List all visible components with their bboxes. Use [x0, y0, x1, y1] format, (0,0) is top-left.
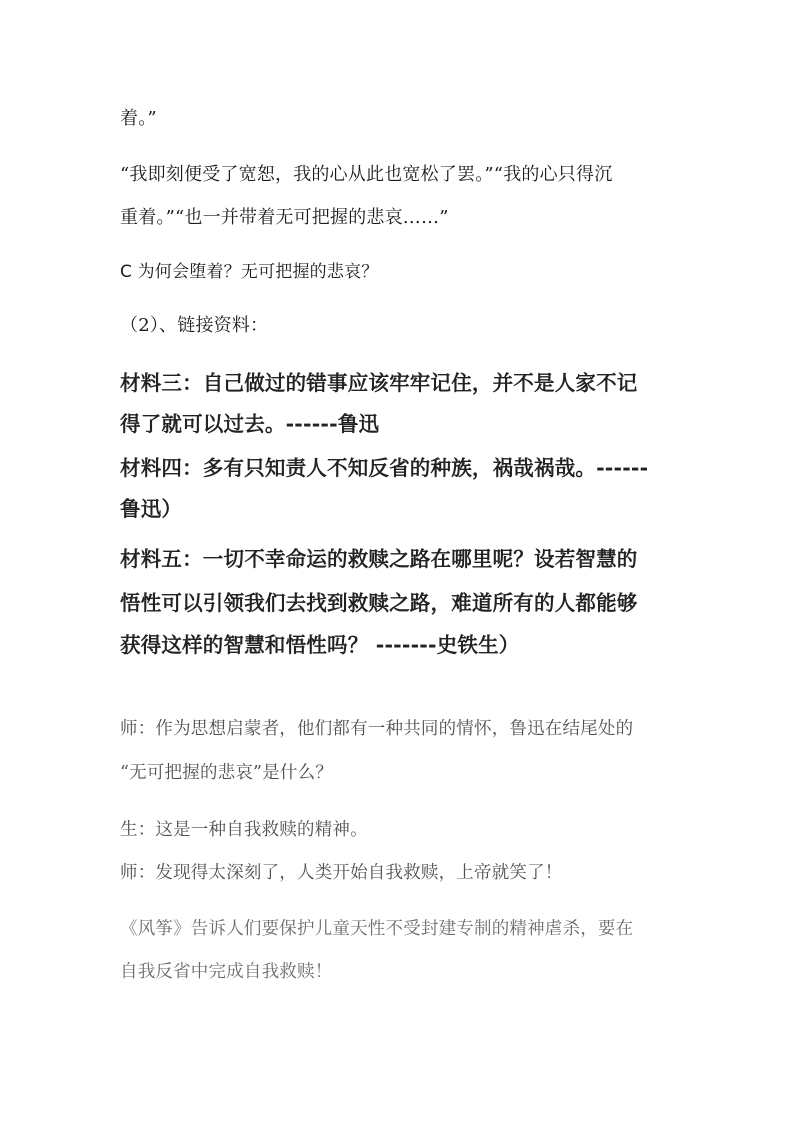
paragraph-line-3: 重着。”“也一并带着无可把握的悲哀……”	[120, 207, 449, 228]
conclusion-line-2: 自我反省中完成自我救赎！	[120, 962, 333, 982]
section-heading-links: （2）、链接资料：	[120, 315, 269, 336]
paragraph-line-1: 着。”	[120, 108, 157, 129]
material-five-line-1: 材料五：一切不幸命运的救赎之路在哪里呢？设若智慧的	[120, 547, 638, 571]
material-five-line-3: 获得这样的智慧和悟性吗？ -------史铁生）	[120, 633, 520, 657]
conclusion-line-1: 《风筝》告诉人们要保护儿童天性不受封建专制的精神虐杀，要在	[120, 919, 634, 939]
teacher-question-line-2: “无可把握的悲哀”是什么？	[120, 763, 333, 783]
paragraph-line-2: “我即刻便受了宽恕，我的心从此也宽松了罢。”“我的心只得沉	[120, 164, 613, 185]
material-four-line-2: 鲁迅）	[120, 497, 183, 521]
material-three-line-1: 材料三：自己做过的错事应该牢牢记住，并不是人家不记	[120, 371, 638, 395]
material-four-line-1: 材料四：多有只知责人不知反省的种族，祸哉祸哉。------	[120, 456, 649, 480]
material-five-line-2: 悟性可以引领我们去找到救赎之路，难道所有的人都能够	[120, 591, 638, 615]
teacher-question-line-1: 师：作为思想启蒙者，他们都有一种共同的情怀，鲁迅在结尾处的	[120, 719, 634, 739]
question-c: C 为何会堕着？无可把握的悲哀？	[120, 262, 379, 282]
material-three-line-2: 得了就可以过去。------鲁迅	[120, 412, 380, 436]
teacher-comment: 师：发现得太深刻了，人类开始自我救赎，上帝就笑了！	[120, 863, 563, 883]
student-answer: 生：这是一种自我救赎的精神。	[120, 820, 368, 840]
